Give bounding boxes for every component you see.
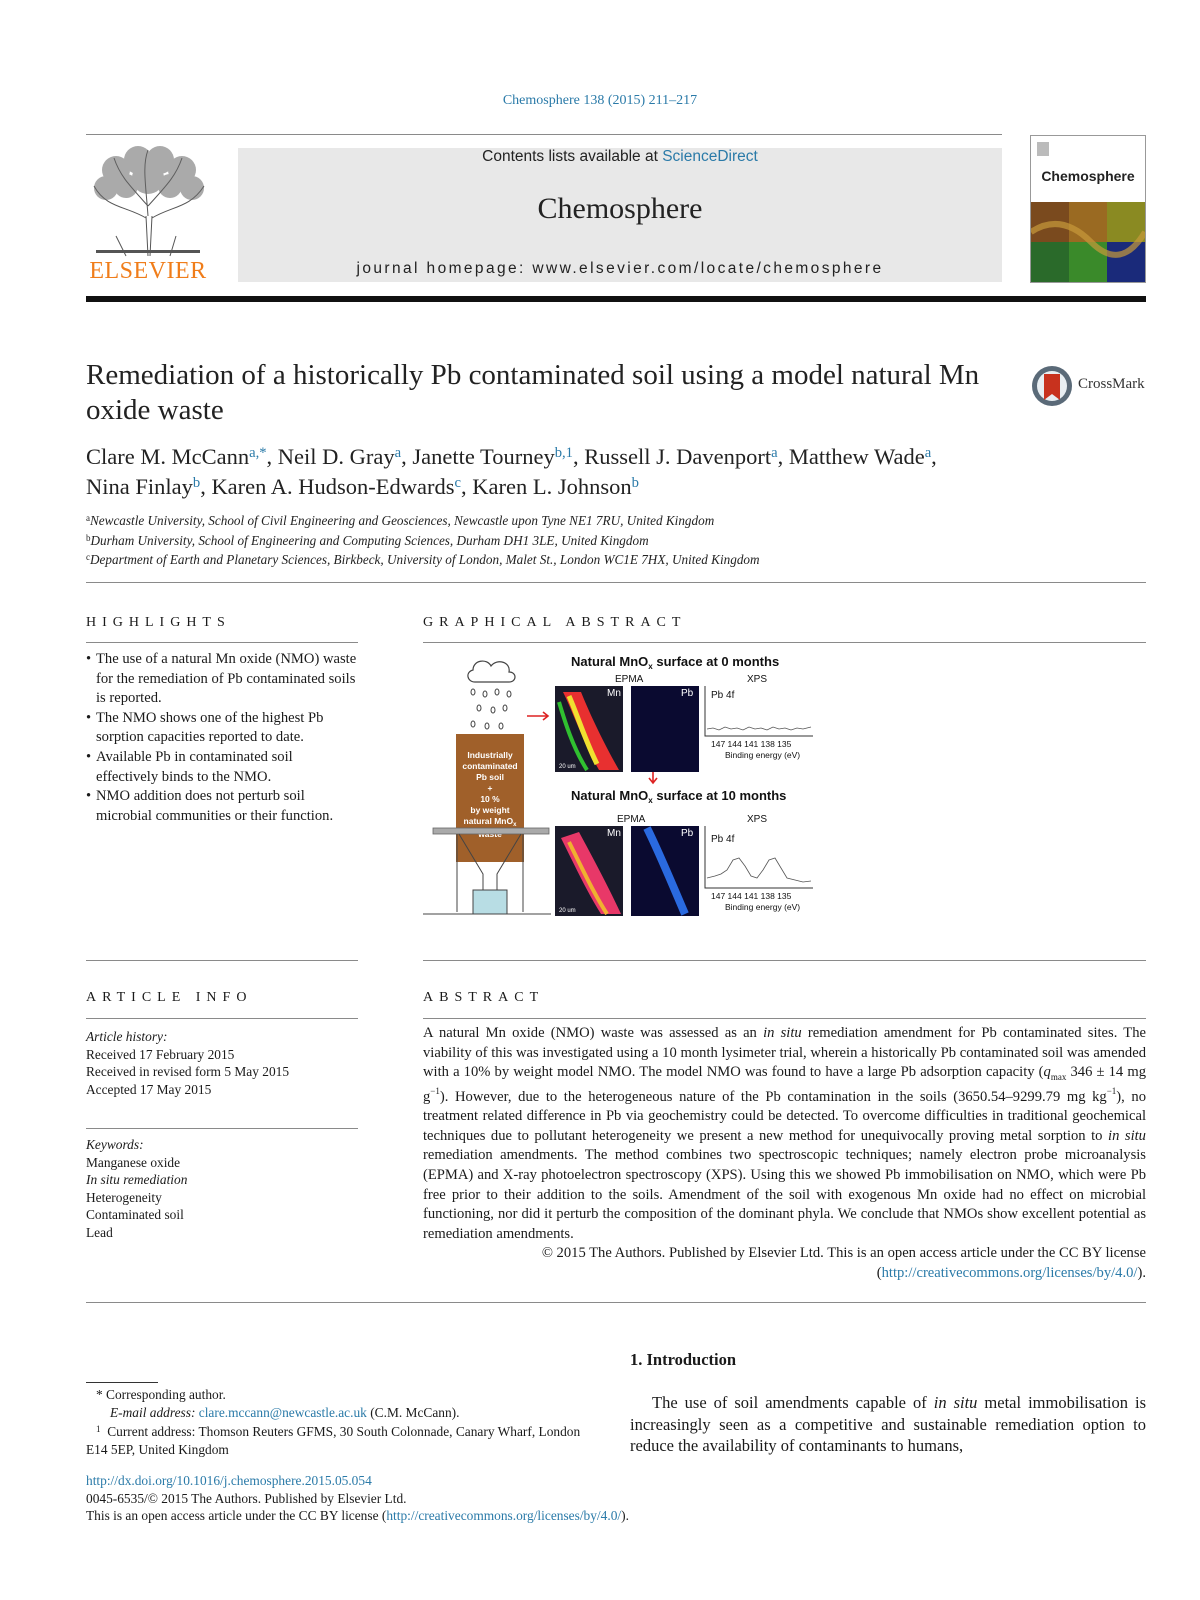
highlights-list bbox=[86, 650, 358, 826]
divider bbox=[86, 642, 358, 643]
author-affil-mark[interactable]: a bbox=[394, 445, 402, 461]
scale-bar-label: 20 um bbox=[559, 764, 576, 770]
article-info-heading: ARTICLE INFO bbox=[86, 990, 253, 1005]
elsevier-wordmark: ELSEVIER bbox=[89, 258, 207, 284]
current-address-note: $^1$ Current address: Thomson Reuters GFMS, 30 South Colonnade, Canary Wharf, London E14 5EP, United Kingdom bbox=[86, 1424, 581, 1457]
highlight-item: • Available Pb in contaminated soil effectively binds to the NMO. bbox=[86, 748, 358, 787]
corresponding-author-note: * Corresponding author. bbox=[96, 1387, 226, 1402]
introduction-heading: 1. Introduction bbox=[630, 1350, 737, 1369]
doi-link[interactable]: http://dx.doi.org/10.1016/j.chemosphere.2015.05.054 bbox=[86, 1473, 372, 1488]
keyword[interactable]: Heterogeneity bbox=[86, 1189, 162, 1205]
license-link[interactable]: http://creativecommons.org/licenses/by/4.0/ bbox=[386, 1508, 622, 1523]
header-thick-rule bbox=[86, 296, 1146, 302]
cover-logo-icon bbox=[1037, 142, 1049, 156]
contents-line: Contents lists available at ScienceDirect bbox=[482, 148, 758, 165]
footnotes bbox=[86, 1386, 596, 1458]
highlight-item: • The NMO shows one of the highest Pb sorption capacities reported to date. bbox=[86, 709, 358, 748]
author-affil-mark[interactable]: c bbox=[454, 475, 461, 491]
pb4f-label: Pb 4f bbox=[711, 834, 735, 845]
crossmark-badge[interactable] bbox=[1030, 364, 1160, 408]
author-affil-mark[interactable]: a,* bbox=[249, 445, 267, 461]
history-date: Received 17 February 2015 bbox=[86, 1046, 235, 1062]
license-statement: © 2015 The Authors. Published by Elsevier Ltd. This is an open access article under the CC BY license (http://creativecommons.org/licenses/by/4.0/). bbox=[541, 1245, 1146, 1282]
history-date: Received in revised form 5 May 2015 bbox=[86, 1064, 290, 1079]
highlight-item: • The use of a natural Mn oxide (NMO) waste for the remediation of Pb contaminated soils is reported. bbox=[86, 650, 358, 709]
epma-label: EPMA bbox=[617, 814, 646, 825]
pb-map-label: Pb bbox=[681, 828, 694, 839]
cover-title: Chemosphere bbox=[1041, 168, 1135, 184]
author-affil-mark[interactable]: a bbox=[771, 445, 778, 461]
affiliations bbox=[86, 510, 1086, 569]
divider bbox=[423, 642, 1146, 643]
open-access-line: This is an open access article under the CC BY license (http://creativecommons.org/licenses/by/4.0/). bbox=[86, 1508, 629, 1523]
divider bbox=[86, 960, 358, 961]
graphical-abstract-figure[interactable] bbox=[423, 652, 843, 952]
crossmark-label: CrossMark bbox=[1078, 376, 1145, 392]
elsevier-tree-icon bbox=[86, 146, 210, 258]
author[interactable]: Karen A. Hudson-Edwards bbox=[211, 474, 455, 499]
column-text: Industrially bbox=[467, 750, 513, 760]
affiliation: $^a$Newcastle University, School of Civil Engineering and Geosciences, Newcastle upon Tyne NE1 7RU, United Kingdom bbox=[86, 513, 715, 528]
xps-label: XPS bbox=[747, 814, 768, 825]
affiliation: $^c$Department of Earth and Planetary Sciences, Birkbeck, University of London, Malet St., London WC1E 7HX, United Kingdom bbox=[86, 552, 760, 567]
email-link[interactable]: clare.mccann@newcastle.ac.uk bbox=[198, 1404, 367, 1420]
elsevier-logo[interactable] bbox=[86, 146, 210, 282]
author[interactable]: Matthew Wade bbox=[788, 444, 925, 469]
pb4f-label: Pb 4f bbox=[711, 690, 735, 701]
lysimeter-platform bbox=[433, 828, 549, 834]
xps-axis-label: Binding energy (eV) bbox=[725, 902, 801, 912]
mn-map-label: Mn bbox=[607, 688, 621, 699]
cover-image bbox=[1031, 202, 1145, 282]
affiliation: $^b$Durham University, School of Engineering and Computing Sciences, Durham DH1 3LE, United Kingdom bbox=[86, 532, 649, 548]
xps-ticks: 147 144 141 138 135 bbox=[711, 739, 792, 749]
sciencedirect-link[interactable]: ScienceDirect bbox=[662, 148, 758, 165]
author-affil-mark[interactable]: a bbox=[924, 445, 932, 461]
license-link[interactable]: http://creativecommons.org/licenses/by/4.0/ bbox=[881, 1265, 1138, 1282]
journal-reference[interactable]: Chemosphere 138 (2015) 211–217 bbox=[502, 93, 698, 108]
highlights-heading: HIGHLIGHTS bbox=[86, 615, 231, 630]
author-affil-mark[interactable]: b,1 bbox=[554, 445, 573, 461]
journal-homepage-link[interactable]: journal homepage: www.elsevier.com/locate/chemosphere bbox=[356, 260, 884, 277]
history-date: Accepted 17 May 2015 bbox=[86, 1081, 212, 1097]
divider bbox=[86, 1018, 358, 1019]
rain-cloud-icon bbox=[468, 661, 515, 729]
graphical-abstract-heading: GRAPHICAL ABSTRACT bbox=[423, 615, 687, 630]
xps-label: XPS bbox=[747, 674, 768, 685]
column-text: natural MnO$_x$ bbox=[463, 816, 517, 828]
xps-axis-label: Binding energy (eV) bbox=[725, 750, 801, 760]
crossmark-icon bbox=[1030, 364, 1074, 408]
divider bbox=[423, 960, 1146, 961]
keyword[interactable]: In situ remediation bbox=[86, 1172, 188, 1187]
keywords-label: Keywords: bbox=[86, 1137, 144, 1152]
abstract-heading: ABSTRACT bbox=[423, 990, 545, 1005]
journal-title: Chemosphere bbox=[537, 192, 703, 225]
email-note: E-mail address: clare.mccann@newcastle.ac.uk (C.M. McCann). bbox=[110, 1404, 460, 1420]
xps-spectrum-10 bbox=[705, 826, 813, 912]
author-list: Clare M. McCann$^{a,*}$, Neil D. Gray$^a$, Janette Tourney$^{b,1}$, Russell J. Davenport$^a$, Matthew Wade$^a$, Nina Finlay$^b$, Karen A. Hudson-Edwards$^c$, Karen L. Johnson$^b$ bbox=[86, 444, 937, 499]
column-text: + bbox=[487, 783, 493, 793]
keyword[interactable]: Contaminated soil bbox=[86, 1207, 184, 1222]
ga-title-10-months: Natural MnO$_x$ surface at 10 months bbox=[571, 788, 787, 805]
author[interactable]: Clare M. McCann bbox=[86, 444, 250, 469]
column-text: 10 % bbox=[480, 794, 500, 804]
author[interactable]: Janette Tourney bbox=[412, 444, 555, 469]
issn-line: 0045-6535/© 2015 The Authors. Published by Elsevier Ltd. bbox=[86, 1490, 407, 1506]
author-affil-mark[interactable]: b bbox=[192, 475, 201, 491]
article-history bbox=[86, 1028, 358, 1098]
pb-map-label: Pb bbox=[681, 688, 694, 699]
highlight-item: • NMO addition does not perturb soil microbial communities or their function. bbox=[86, 787, 358, 826]
author[interactable]: Nina Finlay bbox=[86, 474, 193, 499]
introduction-body: The use of soil amendments capable of in situ metal immobilisation is increasingly seen as a competitive and sustainable remediation option to reduce the availability of contaminants to humans, bbox=[630, 1393, 1147, 1455]
column-text: by weight bbox=[470, 805, 510, 815]
author[interactable]: Neil D. Gray bbox=[277, 444, 395, 469]
arrow-right-icon bbox=[527, 712, 548, 720]
keyword[interactable]: Manganese oxide bbox=[86, 1154, 181, 1170]
xps-spectrum-0 bbox=[705, 686, 813, 760]
xps-ticks: 147 144 141 138 135 bbox=[711, 891, 792, 901]
epma-label: EPMA bbox=[615, 674, 644, 685]
divider bbox=[86, 1128, 358, 1129]
scale-bar-label: 20 um bbox=[559, 908, 576, 914]
leachate-bottle bbox=[473, 890, 507, 914]
divider bbox=[86, 582, 1146, 583]
top-rule bbox=[86, 134, 1002, 135]
author[interactable]: Karen L. Johnson bbox=[472, 474, 632, 499]
divider bbox=[86, 1302, 1146, 1303]
journal-cover[interactable] bbox=[1030, 135, 1146, 283]
abstract-body: A natural Mn oxide (NMO) waste was assessed as an in situ remediation amendment for Pb contaminated sites. The viability of this was investigated using a 10 month lysimeter trial, wherein a historically Pb contaminated soil was amended with a 10% by weight model NMO. The model NMO was found to have a large Pb adsorption capacity ($q_{max}$ 346 ± 14 mg $g^{-1}$). However, due to the heterogeneous nature of the Pb contamination in the soils (3650.54–9299.79 mg $kg^{-1}$), no treatment related difference in Pb via geochemistry could be detected. To overcome difficulties in traditional geochemical techniques due to pollutant heterogeneity we present a new method for unequivocally proving metal sorption to in situ remediation amendments. The method combines two spectroscopic techniques; namely electron probe microanalysis (EPMA) and X-ray photoelectron spectroscopy (XPS). Using this we showed Pb immobilisation on NMO, which were Pb free prior to their addition to the soils. Amendment of the soil with exogenous Mn oxide had no effect on microbial functioning, nor did it perturb the composition of the dominant phyla. We conclude that NMOs show excellent potential as remediation amendments. © 2015 The Authors. Published by Elsevier Ltd. This is an open access article under the CC BY license (http://creativecommons.org/licenses/by/4.0/). bbox=[423, 1024, 1146, 1284]
keywords bbox=[86, 1136, 358, 1241]
divider bbox=[423, 1018, 1146, 1019]
footnote-rule bbox=[86, 1382, 158, 1383]
column-text: Pb soil bbox=[476, 772, 504, 782]
author[interactable]: Russell J. Davenport bbox=[584, 444, 772, 469]
article-title: Remediation of a historically Pb contaminated soil using a model natural Mn oxide waste bbox=[86, 359, 980, 426]
keyword[interactable]: Lead bbox=[86, 1224, 113, 1240]
column-text: contaminated bbox=[462, 761, 518, 771]
author-affil-mark[interactable]: b bbox=[631, 475, 639, 491]
history-label: Article history: bbox=[86, 1029, 168, 1044]
journal-header-banner bbox=[238, 148, 1002, 282]
ga-title-0-months: Natural MnO$_x$ surface at 0 months bbox=[571, 654, 780, 671]
mn-map-label: Mn bbox=[607, 828, 621, 839]
publication-info bbox=[86, 1472, 786, 1525]
